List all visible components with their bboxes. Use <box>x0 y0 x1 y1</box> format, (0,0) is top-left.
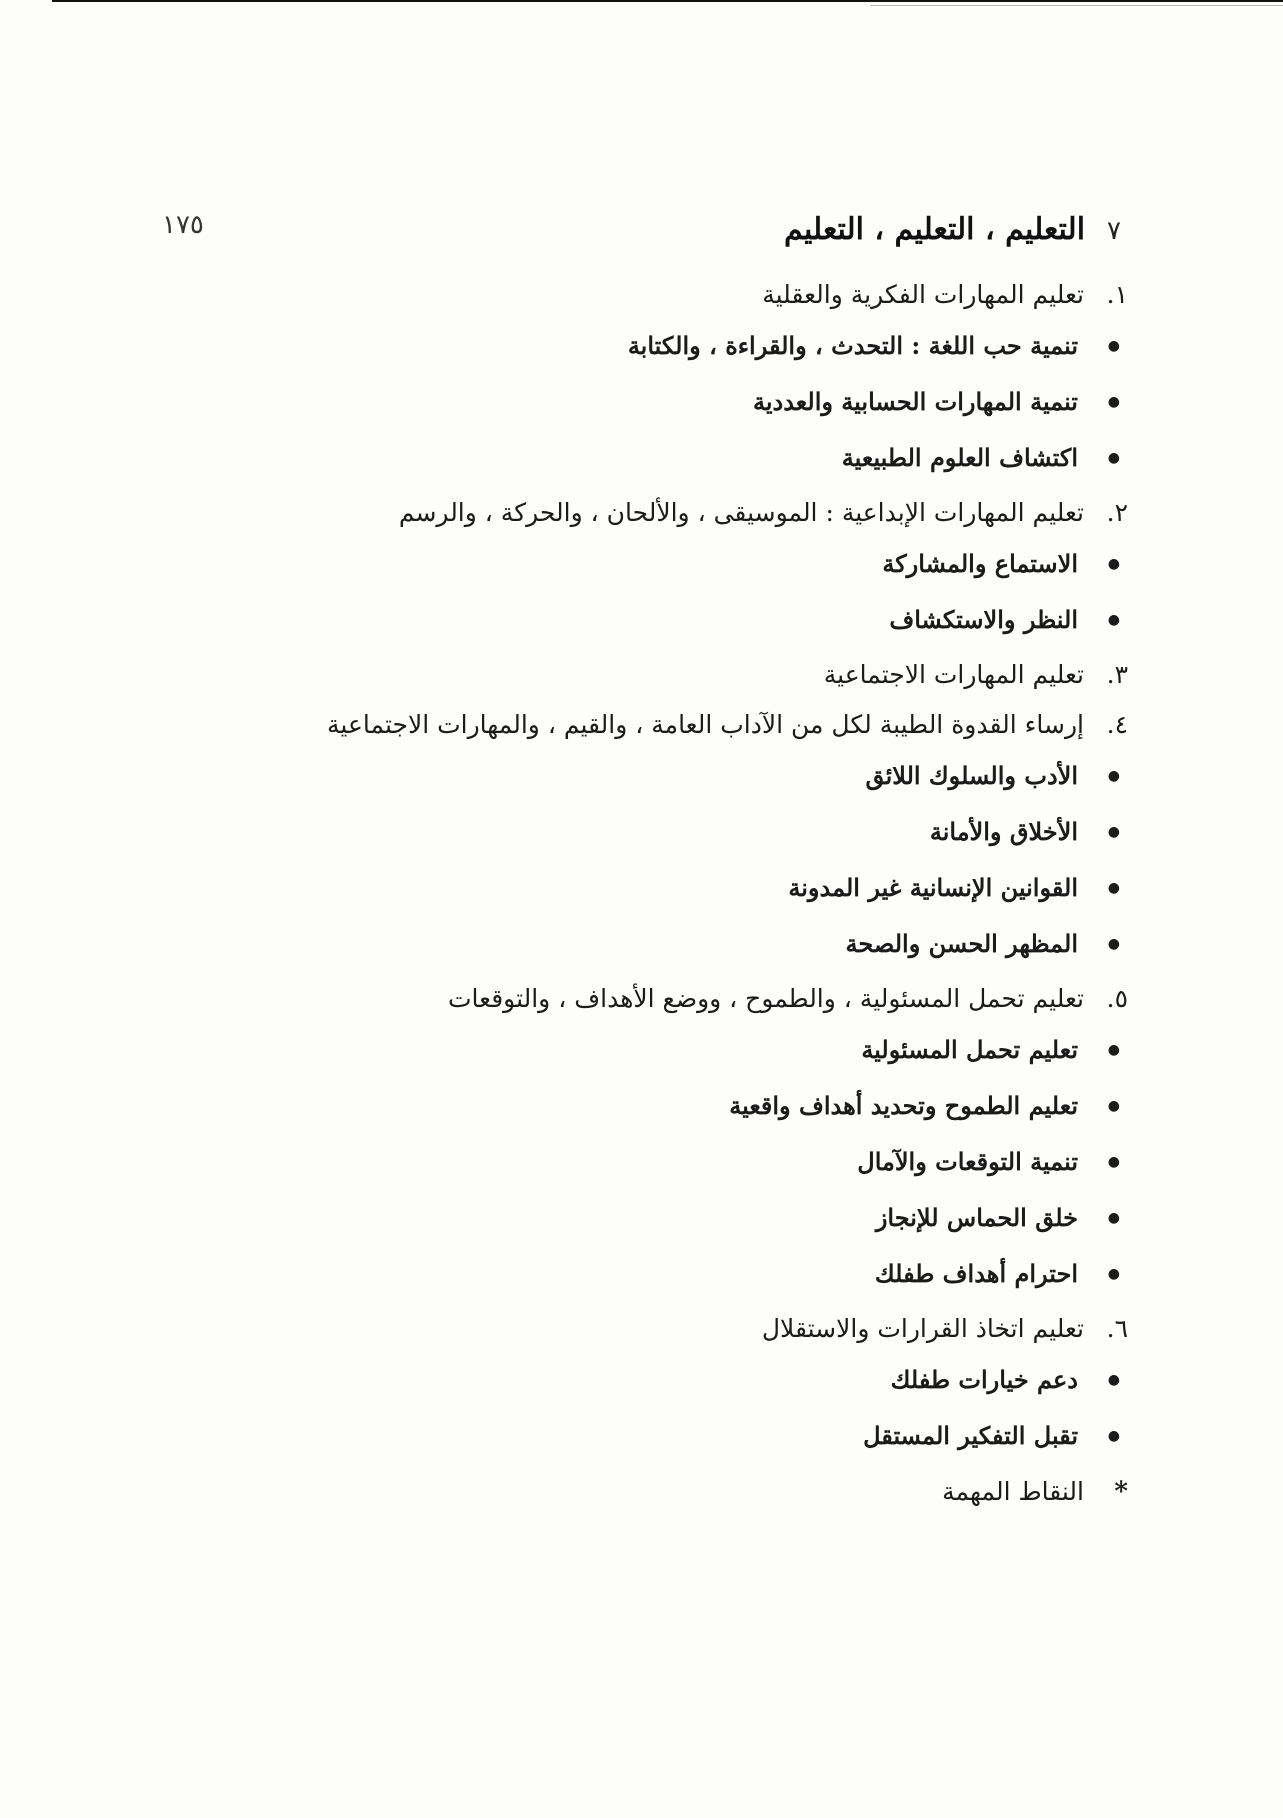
bullet-icon: ● <box>1107 1042 1120 1058</box>
bullet-text: خلق الحماس للإنجاز <box>875 1203 1078 1232</box>
section-number: ٦. <box>1106 1314 1128 1343</box>
chapter-title: التعليم ، التعليم ، التعليم <box>784 212 1086 247</box>
section-2 <box>248 488 1128 538</box>
list-item <box>248 1248 1128 1304</box>
list-item <box>248 1354 1128 1410</box>
bullet-icon: ● <box>1107 612 1120 628</box>
bullet-icon: ● <box>1107 1372 1120 1388</box>
bullet-icon: ● <box>1107 1210 1120 1226</box>
bullet-text: احترام أهداف طفلك <box>874 1259 1078 1288</box>
list-item <box>248 862 1128 918</box>
section-6 <box>248 1304 1128 1354</box>
bullet-text: اكتشاف العلوم الطبيعية <box>841 443 1078 472</box>
list-item <box>248 806 1128 862</box>
list-item <box>248 1024 1128 1080</box>
section-number: ٤. <box>1106 710 1128 739</box>
bullet-text: تنمية حب اللغة : التحدث ، والقراءة ، والكتابة <box>627 331 1078 360</box>
outline-content <box>248 270 1128 1518</box>
bullet-text: المظهر الحسن والصحة <box>845 929 1078 958</box>
important-points <box>248 1466 1128 1518</box>
section-3 <box>248 650 1128 700</box>
section-number: ٢. <box>1106 498 1128 527</box>
bullet-text: النظر والاستكشاف <box>889 605 1078 634</box>
bullet-text: تنمية المهارات الحسابية والعددية <box>752 387 1078 416</box>
list-item <box>248 376 1128 432</box>
bullet-text: الأدب والسلوك اللائق <box>865 761 1078 790</box>
bullet-icon: ● <box>1107 768 1120 784</box>
list-item <box>248 1410 1128 1466</box>
section-title: تعليم المهارات الإبداعية : الموسيقى ، والألحان ، والحركة ، والرسم <box>398 498 1084 527</box>
section-1 <box>248 270 1128 320</box>
bullet-icon: ● <box>1107 1266 1120 1282</box>
section-title: تعليم تحمل المسئولية ، والطموح ، ووضع الأهداف ، والتوقعات <box>448 984 1084 1013</box>
bullet-icon: ● <box>1107 1154 1120 1170</box>
list-item <box>248 432 1128 488</box>
section-number: ٣. <box>1106 660 1128 689</box>
top-scan-edge <box>52 0 1283 2</box>
bullet-icon: ● <box>1107 338 1120 354</box>
list-item <box>248 538 1128 594</box>
bullet-icon: ● <box>1107 1098 1120 1114</box>
bullet-icon: ● <box>1107 936 1120 952</box>
important-points-label: النقاط المهمة <box>942 1477 1084 1506</box>
list-item <box>248 594 1128 650</box>
bullet-text: تقبل التفكير المستقل <box>863 1421 1078 1450</box>
bullet-icon: ● <box>1107 1428 1120 1444</box>
list-item <box>248 1136 1128 1192</box>
section-5 <box>248 974 1128 1024</box>
chapter-header <box>784 212 1121 247</box>
list-item <box>248 1192 1128 1248</box>
bullet-text: الاستماع والمشاركة <box>882 549 1078 578</box>
section-4 <box>248 700 1128 750</box>
bullet-icon: ● <box>1107 450 1120 466</box>
bullet-text: القوانين الإنسانية غير المدونة <box>788 873 1078 902</box>
top-scan-edge-faint <box>870 5 1283 6</box>
section-title: إرساء القدوة الطيبة لكل من الآداب العامة ، والقيم ، والمهارات الاجتماعية <box>327 710 1084 739</box>
bullet-text: تعليم تحمل المسئولية <box>861 1035 1078 1064</box>
section-number: ٥. <box>1106 984 1128 1013</box>
bullet-text: تنمية التوقعات والآمال <box>857 1147 1078 1176</box>
bullet-icon: ● <box>1107 880 1120 896</box>
list-item <box>248 1080 1128 1136</box>
list-item <box>248 918 1128 974</box>
chapter-number: ٧ <box>1107 216 1121 246</box>
section-number: ١. <box>1106 280 1128 309</box>
section-title: تعليم المهارات الفكرية والعقلية <box>762 280 1084 309</box>
bullet-text: تعليم الطموح وتحديد أهداف واقعية <box>729 1091 1078 1120</box>
page-number: ١٧٥ <box>162 210 204 240</box>
bullet-icon: ● <box>1107 394 1120 410</box>
section-title: تعليم المهارات الاجتماعية <box>823 660 1084 689</box>
bullet-text: دعم خيارات طفلك <box>890 1365 1078 1394</box>
bullet-icon: ● <box>1107 556 1120 572</box>
asterisk-icon: * <box>1114 1477 1128 1507</box>
section-title: تعليم اتخاذ القرارات والاستقلال <box>761 1314 1084 1343</box>
bullet-text: الأخلاق والأمانة <box>929 817 1078 846</box>
list-item <box>248 750 1128 806</box>
list-item <box>248 320 1128 376</box>
bullet-icon: ● <box>1107 824 1120 840</box>
